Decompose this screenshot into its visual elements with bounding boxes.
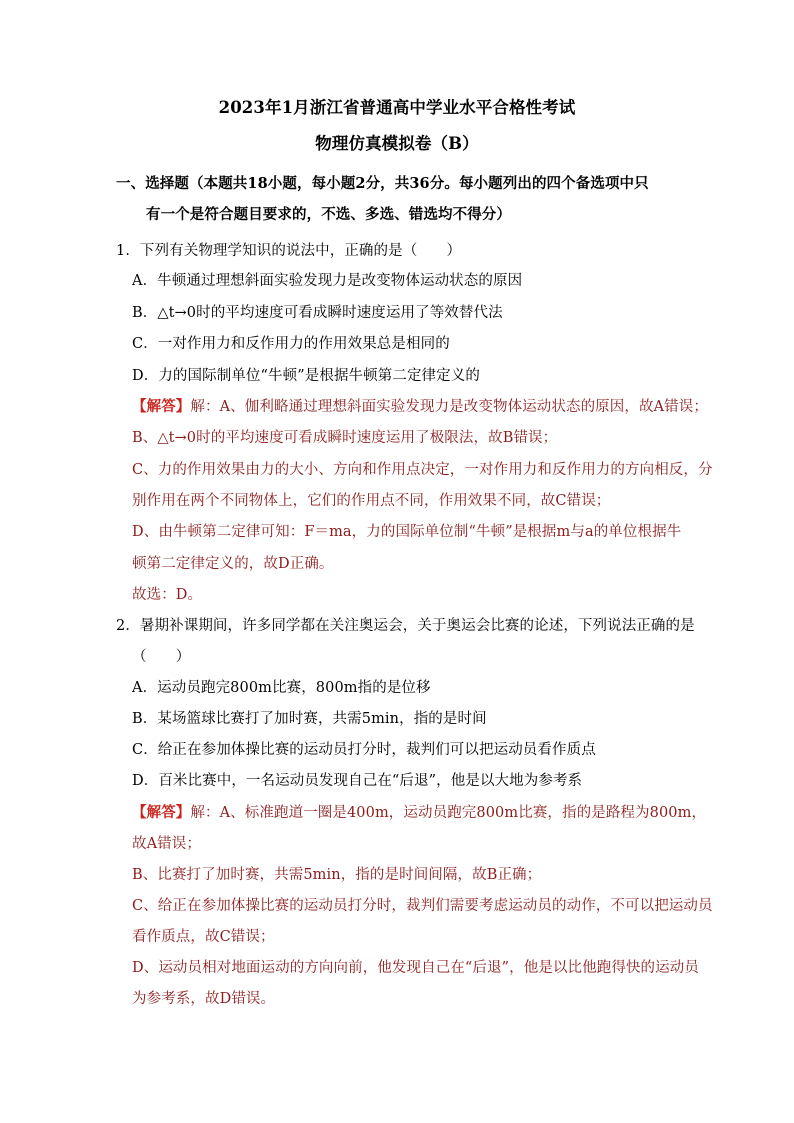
section-header-line-1: 一、选择题（本题共18小题，每小题2分，共36分。每小题列出的四个备选项中只	[116, 175, 649, 192]
question-2-option-d: D．百米比赛中，一名运动员发现自己在“后退”，他是以大地为参考系	[132, 773, 583, 789]
question-1-option-a: A．牛顿通过理想斜面实验发现力是改变物体运动状态的原因	[132, 273, 523, 289]
question-2-answer-line-5: 看作质点，故C错误；	[132, 929, 275, 945]
section-header-line-2: 有一个是符合题目要求的，不选、多选、错选均不得分）	[146, 206, 511, 223]
answer-text: 解：A、伽利略通过理想斜面实验发现力是改变物体运动状态的原因，故A错误；	[190, 399, 708, 415]
answer-tag: 【解答】	[132, 398, 191, 415]
question-2-answer-line-7: 为参考系，故D错误。	[132, 991, 276, 1007]
question-1-answer-line-3: C、力的作用效果由力的大小、方向和作用点决定，一对作用力和反作用力的方向相反，分	[132, 462, 713, 478]
question-2-answer-line-1	[132, 803, 706, 823]
question-2-answer-line-2: 故A错误；	[132, 836, 201, 852]
question-1-option-d: D．力的国际制单位“牛顿”是根据牛顿第二定律定义的	[132, 368, 480, 384]
answer-tag: 【解答】	[132, 804, 191, 821]
question-1-answer-choice: 故选：D。	[132, 587, 203, 603]
question-1-answer-line-6: 顿第二定律定义的，故D正确。	[132, 556, 334, 572]
question-2-option-c: C．给正在参加体操比赛的运动员打分时，裁判们可以把运动员看作质点	[132, 742, 596, 758]
question-1-answer-line-2: B、△t→0时的平均速度可看成瞬时速度运用了极限法，故B错误；	[132, 430, 558, 446]
question-2-option-b: B．某场篮球比赛打了加时赛，共需5min，指的是时间	[132, 711, 487, 727]
question-1-answer-line-4: 别作用在两个不同物体上，它们的作用点不同，作用效果不同，故C错误；	[132, 493, 611, 509]
question-2-option-a: A．运动员跑完800m比赛，800m指的是位移	[132, 680, 431, 696]
question-2-answer-line-3: B、比赛打了加时赛，共需5min，指的是时间间隔，故B正确；	[132, 867, 542, 883]
question-1-option-c: C．一对作用力和反作用力的作用效果总是相同的	[132, 336, 450, 352]
question-1-stem: 1．下列有关物理学知识的说法中，正确的是（ ）	[116, 243, 462, 259]
question-1-option-b: B．△t→0时的平均速度可看成瞬时速度运用了等效替代法	[132, 305, 503, 321]
exam-title: 2023年1月浙江省普通高中学业水平合格性考试	[218, 98, 576, 117]
question-2-answer-line-6: D、运动员相对地面运动的方向向前，他发现自己在“后退”，他是以比他跑得快的运动员	[132, 960, 699, 976]
question-2-stem-line-1: 2．暑期补课期间，许多同学都在关注奥运会，关于奥运会比赛的论述，下列说法正确的是	[116, 618, 695, 634]
answer-text: 解：A、标准跑道一圈是400m，运动员跑完800m比赛，指的是路程为800m，	[190, 805, 707, 821]
question-1-answer-line-5: D、由牛顿第二定律可知：F＝ma，力的国际单位制“牛顿”是根据m与a的单位根据牛	[132, 524, 682, 540]
question-2-stem-line-2: （ ）	[132, 649, 191, 665]
exam-subtitle: 物理仿真模拟卷（B）	[315, 134, 479, 153]
question-1-answer-line-1	[132, 397, 708, 417]
question-2-answer-line-4: C、给正在参加体操比赛的运动员打分时，裁判们需要考虑运动员的动作，不可以把运动员	[132, 898, 713, 914]
